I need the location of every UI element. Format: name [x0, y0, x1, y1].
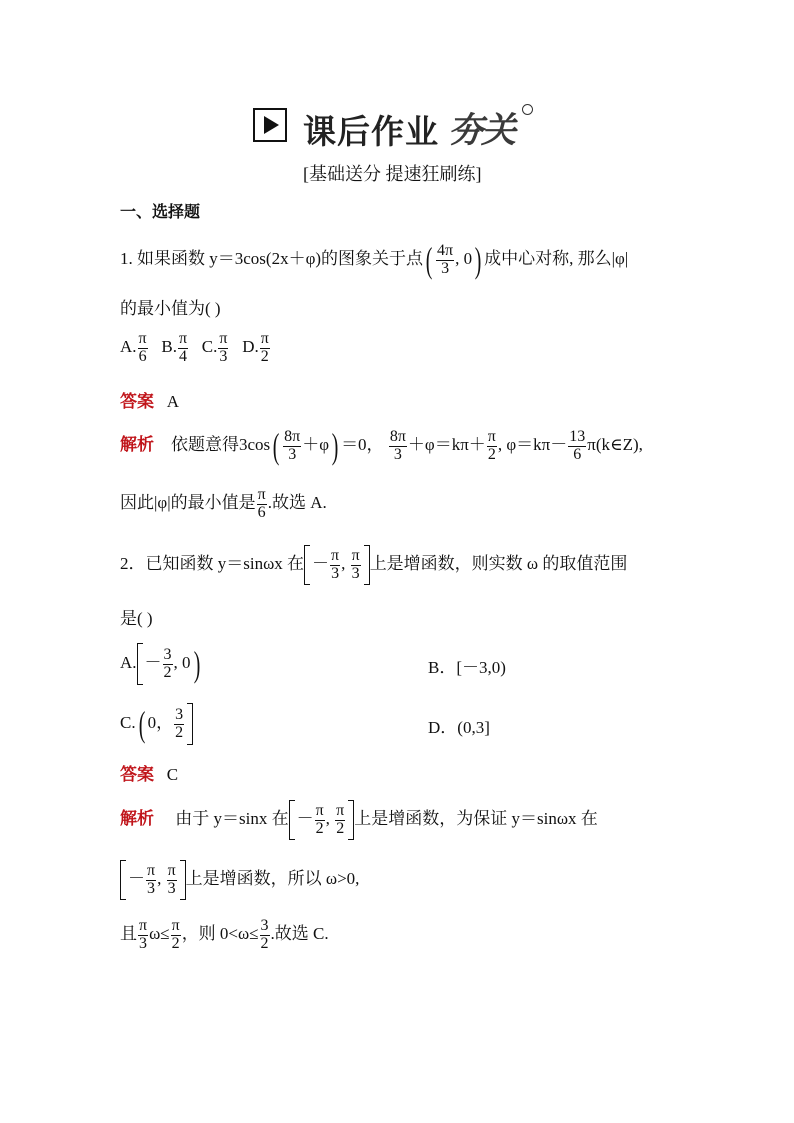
section-heading: 一、选择题 [120, 202, 201, 221]
analysis-label: 解析 [120, 434, 154, 454]
q1-stem-line2: 的最小值为( ) [120, 299, 221, 318]
q2-option-a: A. － $\frac{3}{2}$ , 0) [120, 644, 200, 684]
q1-point-fraction: $\frac{4\pi}{3}$ [437, 241, 454, 277]
q2-stem: 2．已知函数 y＝sinωx 在 － $\frac{\pi}{3}$ , $\frac{\pi}{3}$ 上是增函数，则实数 ω 的取值范围 [120, 545, 627, 585]
q1-option-c: C. $\frac{\pi}{3}$ [201, 330, 228, 365]
q1-option-a: A. $\frac{\pi}{6}$ [120, 330, 147, 365]
q2-answer [120, 760, 178, 785]
q1-options [120, 331, 271, 366]
q1-analysis-line2: 因此|φ|的最小值是 $\frac{\pi}{6}$ .故选 A. [120, 486, 327, 521]
answer-label: 答案 [120, 765, 154, 784]
paren-right: ) [474, 240, 482, 280]
q1-option-b: B. $\frac{\pi}{4}$ [161, 330, 188, 365]
page-subtitle: [基础送分 提速狂刷练] [303, 164, 482, 184]
answer-label: 答案 [120, 392, 154, 411]
paren-left: ( [425, 240, 433, 280]
q1-point-y: , 0 [455, 248, 473, 268]
q1-stem [120, 242, 628, 278]
q1-answer [120, 387, 179, 412]
analysis-label: 解析 [120, 808, 154, 828]
q2-option-c: C.( 0， $\frac{3}{2}$ [120, 703, 193, 745]
q1-text-post: 成中心对称, 那么|φ| [484, 248, 629, 268]
q2-analysis: 解析 由于 y＝sinx 在 － $\frac{\pi}{2}$ , $\frac{\pi}{2}$ 上是增函数，为保证 y＝sinωx 在 [120, 800, 598, 840]
q1-analysis: 解析 依题意得3cos( $\frac{8\pi}{3}$ ＋φ) ＝0， $\frac{8\pi}{3}$ ＋φ＝kπ＋ $\frac{\pi}{2}$ , φ＝kπ－ $\frac{13}{6}$ π(k∈Z), [120, 426, 643, 466]
q2-option-b: B．[－3,0) [428, 658, 506, 677]
q1-option-d: D. $\frac{\pi}{2}$ [242, 330, 269, 365]
q2-analysis-line3: 且 $\frac{\pi}{3}$ ω≤ $\frac{\pi}{2}$ ，则 0<ω≤ $\frac{3}{2}$ .故选 C. [120, 917, 329, 952]
answer-value: C [166, 765, 179, 784]
q2-analysis-line2: － $\frac{\pi}{3}$ , $\frac{\pi}{3}$ 上是增函数，所以 ω>0, [120, 860, 359, 900]
page-title: 课后作业 [303, 112, 439, 151]
brand-logo: 夯关 [448, 111, 515, 151]
q2-stem-line2: 是( ) [120, 609, 153, 628]
q1-text-pre: 1. 如果函数 y＝3cos(2x＋φ)的图象关于点 [120, 248, 424, 268]
q2-option-d: D．(0,3] [428, 718, 490, 737]
answer-value: A [166, 392, 180, 411]
registered-mark-icon [522, 104, 533, 115]
play-icon [253, 108, 287, 142]
